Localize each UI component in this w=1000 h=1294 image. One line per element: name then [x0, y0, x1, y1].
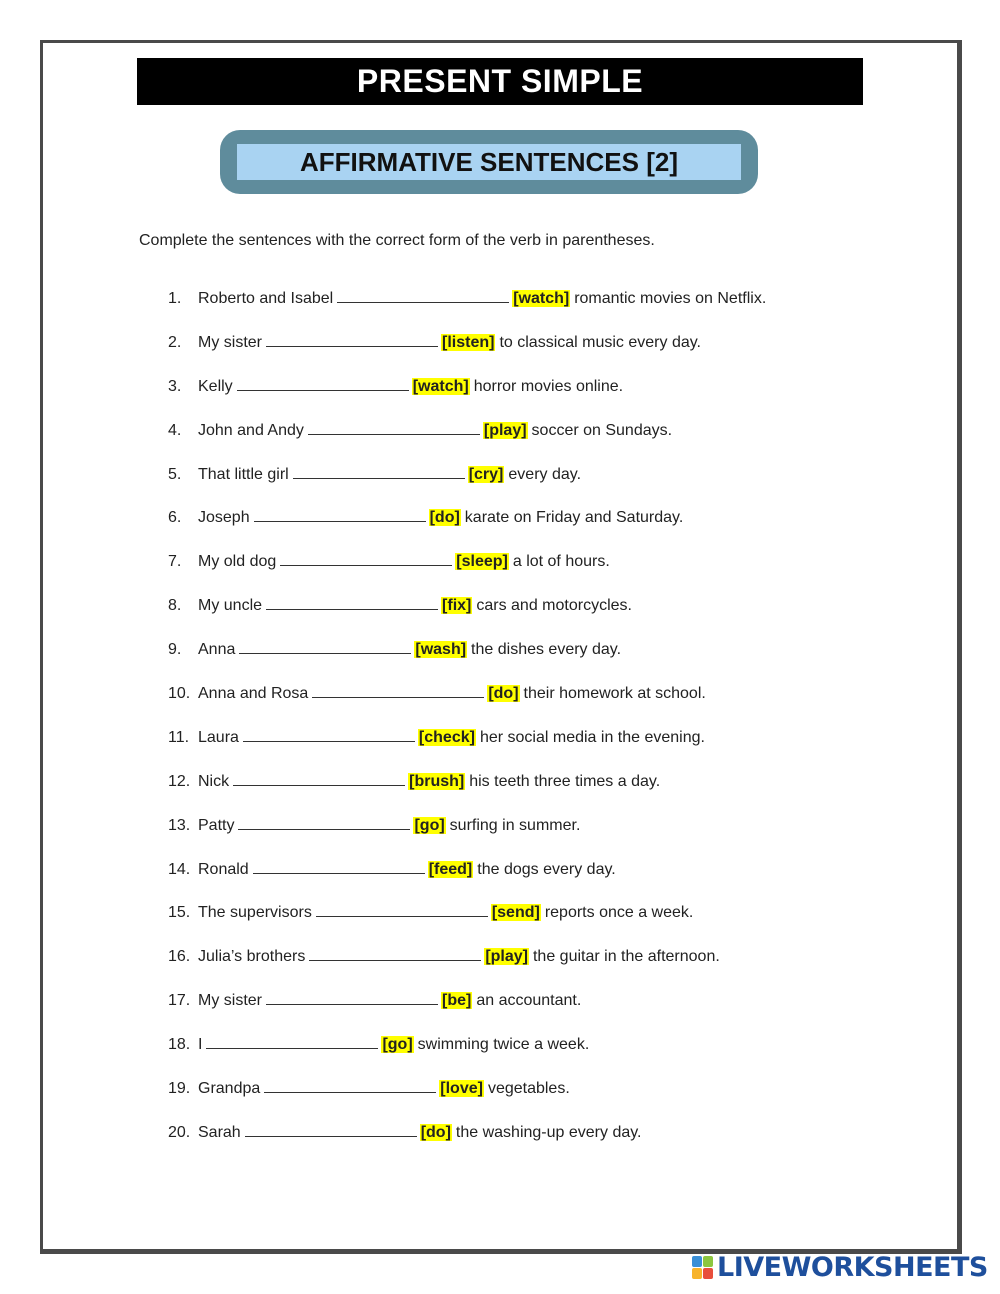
item-subject: Grandpa [198, 1080, 261, 1098]
item-rest: the dogs every day. [477, 860, 616, 878]
item-subject: Roberto and Isabel [198, 290, 334, 307]
item-subject: Ronald [198, 860, 249, 878]
answer-blank[interactable] [266, 331, 438, 347]
exercise-item [168, 287, 766, 331]
item-number: 8. [168, 597, 182, 615]
item-verb: [check] [418, 728, 475, 746]
item-subject: Julia’s brothers [198, 948, 306, 966]
item-number: 17. [168, 992, 191, 1010]
item-number: 12. [168, 772, 191, 790]
item-subject: My old dog [198, 553, 277, 571]
liveworksheets-logo-icon [692, 1256, 714, 1280]
answer-blank[interactable] [316, 901, 488, 917]
item-number: 3. [168, 377, 182, 395]
exercise-item [168, 638, 766, 682]
item-verb: [feed] [428, 860, 473, 878]
item-verb: [wash] [415, 641, 467, 659]
item-rest: a lot of hours. [512, 553, 610, 571]
answer-blank[interactable] [238, 814, 410, 830]
item-subject: The supervisors [198, 904, 312, 922]
exercise-item [168, 375, 766, 419]
item-rest: reports once a week. [544, 904, 694, 922]
exercise-item [168, 550, 766, 594]
page-title: PRESENT SIMPLE [137, 58, 863, 105]
item-verb: [sleep] [456, 553, 508, 571]
item-rest: the dishes every day. [471, 641, 622, 659]
subtitle-banner [220, 130, 758, 194]
item-verb: [fix] [442, 597, 472, 615]
item-subject: My sister [198, 333, 262, 351]
item-verb: [do] [420, 1123, 451, 1141]
item-rest: swimming twice a week. [417, 1036, 590, 1054]
item-subject: Anna and Rosa [198, 685, 309, 703]
item-number: 1. [168, 290, 182, 307]
item-verb: [watch] [412, 377, 469, 395]
exercise-list [168, 287, 766, 1165]
answer-blank[interactable] [337, 287, 509, 303]
exercise-item [168, 463, 766, 507]
item-rest: to classical music every day. [499, 333, 701, 351]
exercise-item [168, 945, 766, 989]
item-verb: [play] [485, 948, 528, 966]
exercise-item [168, 331, 766, 375]
answer-blank[interactable] [280, 550, 452, 566]
item-verb: [do] [488, 685, 519, 703]
brand-name: LIVEWORKSHEETS [717, 1252, 988, 1283]
item-rest: her social media in the evening. [479, 728, 705, 746]
item-subject: Joseph [198, 509, 250, 527]
answer-blank[interactable] [237, 375, 409, 391]
item-rest: surfing in summer. [449, 816, 581, 834]
item-verb: [be] [442, 992, 472, 1010]
item-rest: cars and motorcycles. [476, 597, 632, 615]
answer-blank[interactable] [239, 638, 411, 654]
item-number: 9. [168, 641, 182, 659]
logo-square-blue [692, 1256, 702, 1267]
item-verb: [play] [483, 421, 527, 439]
item-number: 5. [168, 465, 182, 483]
answer-blank[interactable] [308, 419, 480, 435]
exercise-item [168, 1121, 766, 1165]
item-number: 18. [168, 1036, 191, 1054]
item-number: 10. [168, 685, 191, 703]
item-rest: their homework at school. [523, 685, 706, 703]
item-subject: Patty [198, 816, 235, 834]
item-number: 19. [168, 1080, 191, 1098]
item-rest: romantic movies on Netflix. [574, 290, 767, 307]
answer-blank[interactable] [253, 858, 425, 874]
item-verb: [send] [491, 904, 540, 922]
item-verb: [do] [429, 509, 460, 527]
answer-blank[interactable] [264, 1077, 436, 1093]
item-verb: [go] [414, 816, 445, 834]
answer-blank[interactable] [266, 989, 438, 1005]
logo-square-yellow [692, 1268, 702, 1279]
answer-blank[interactable] [266, 594, 438, 610]
item-number: 15. [168, 904, 191, 922]
exercise-item [168, 1077, 766, 1121]
item-rest: the washing-up every day. [455, 1123, 642, 1141]
answer-blank[interactable] [243, 726, 415, 742]
item-rest: soccer on Sundays. [531, 421, 673, 439]
exercise-item [168, 858, 766, 902]
item-subject: Laura [198, 728, 239, 746]
logo-square-red [703, 1268, 713, 1279]
item-subject: Anna [198, 641, 236, 659]
item-rest: horror movies online. [473, 377, 624, 395]
item-number: 14. [168, 860, 191, 878]
item-subject: John and Andy [198, 421, 304, 439]
exercise-item [168, 594, 766, 638]
item-verb: [love] [440, 1080, 483, 1098]
item-number: 16. [168, 948, 191, 966]
exercise-item [168, 726, 766, 770]
item-subject: I [198, 1036, 203, 1054]
item-verb: [go] [382, 1036, 413, 1054]
subtitle-text: AFFIRMATIVE SENTENCES [2] [237, 144, 741, 180]
exercise-item [168, 682, 766, 726]
item-rest: vegetables. [487, 1080, 570, 1098]
answer-blank[interactable] [233, 770, 405, 786]
item-number: 2. [168, 333, 182, 351]
item-number: 20. [168, 1123, 191, 1141]
item-rest: his teeth three times a day. [469, 772, 661, 790]
answer-blank[interactable] [293, 463, 465, 479]
item-number: 7. [168, 553, 182, 571]
answer-blank[interactable] [312, 682, 484, 698]
exercise-item [168, 814, 766, 858]
logo-square-green [703, 1256, 713, 1267]
item-subject: Nick [198, 772, 230, 790]
exercise-item [168, 901, 766, 945]
answer-blank[interactable] [254, 506, 426, 522]
item-subject: My uncle [198, 597, 263, 615]
item-number: 4. [168, 421, 182, 439]
item-number: 11. [168, 728, 190, 746]
item-verb: [listen] [442, 333, 495, 351]
item-subject: Kelly [198, 377, 233, 395]
answer-blank[interactable] [245, 1121, 417, 1137]
instructions: Complete the sentences with the correct form of the verb in parentheses. [139, 232, 655, 249]
item-number: 6. [168, 509, 182, 527]
item-rest: karate on Friday and Saturday. [464, 509, 684, 527]
item-number: 13. [168, 816, 191, 834]
brand-footer [692, 1253, 988, 1283]
item-verb: [cry] [468, 465, 504, 483]
exercise-item [168, 506, 766, 550]
item-subject: My sister [198, 992, 262, 1010]
answer-blank[interactable] [206, 1033, 378, 1049]
exercise-item [168, 989, 766, 1033]
exercise-item [168, 770, 766, 814]
item-subject: Sarah [198, 1123, 241, 1141]
item-rest: the guitar in the afternoon. [532, 948, 720, 966]
exercise-item [168, 1033, 766, 1077]
item-verb: [brush] [409, 772, 465, 790]
item-verb: [watch] [513, 290, 570, 307]
exercise-item [168, 419, 766, 463]
answer-blank[interactable] [309, 945, 481, 961]
item-rest: every day. [508, 465, 582, 483]
item-subject: That little girl [198, 465, 289, 483]
item-rest: an accountant. [476, 992, 582, 1010]
